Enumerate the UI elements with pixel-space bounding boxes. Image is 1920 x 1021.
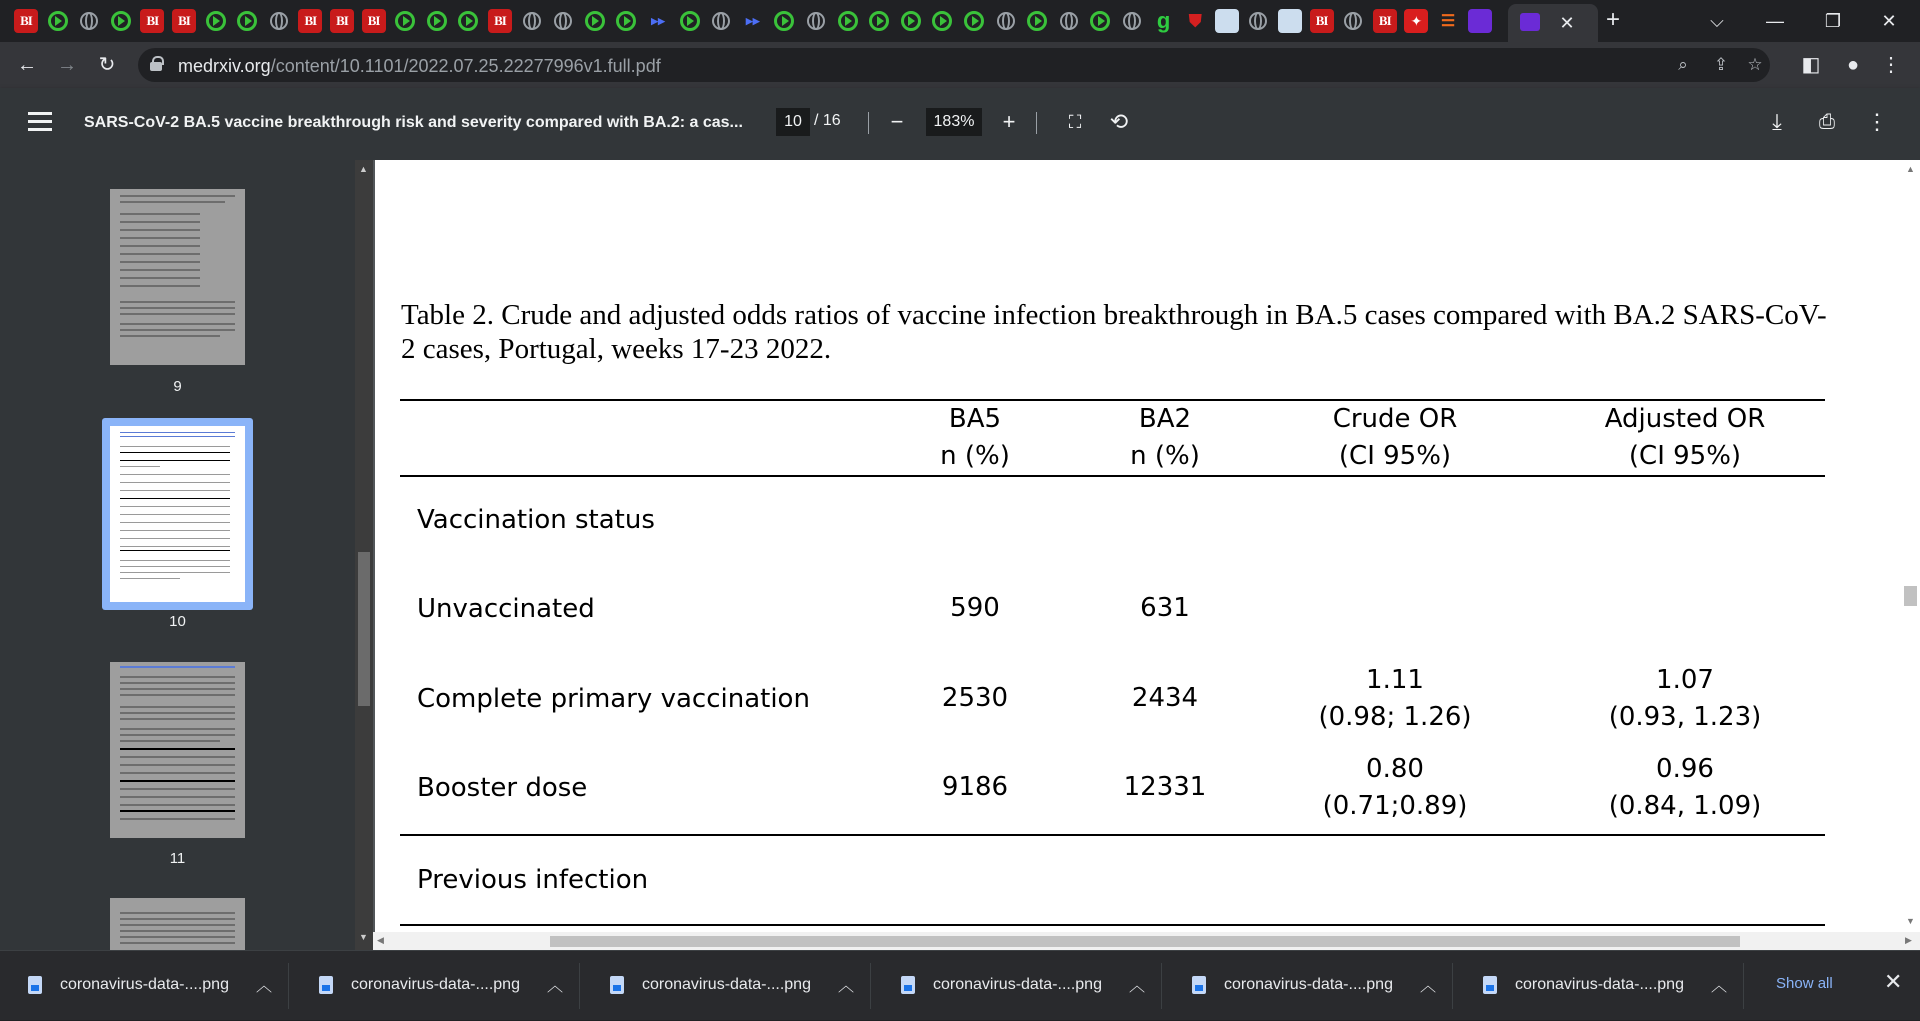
header-ba2-line1: BA2 [1138,404,1192,434]
url-path: /content/10.1101/2022.07.25.22277996v1.full.pdf [270,56,661,76]
globe-tab-icon[interactable] [1341,9,1365,33]
cell-adjusted-complete-primary [1555,662,1815,736]
download-divider [288,963,289,1009]
more-actions-icon[interactable]: ⋮ [1866,109,1888,134]
zoom-out-icon[interactable]: − [890,109,904,134]
header-ba5 [895,401,1055,475]
url-host: medrxiv.org [178,56,271,76]
play-tab-icon[interactable] [425,9,449,33]
play-tab-icon[interactable] [899,9,923,33]
image-file-icon [28,976,42,994]
download-divider [870,963,871,1009]
play-tab-icon[interactable] [678,9,702,33]
chevron-up-icon[interactable]: ︿ [256,978,273,995]
play-tab-icon[interactable] [456,9,480,33]
image-file-icon [1192,976,1206,994]
crude-or-ci: (0.71;0.89) [1322,791,1468,821]
download-filename: coronavirus-data-....png [351,976,520,993]
header-ba5-line1: BA5 [948,404,1002,434]
header-adjusted-or [1555,401,1815,475]
play-tab-icon[interactable] [836,9,860,33]
image-file-icon [610,976,624,994]
header-crude-line2: (CI 95%) [1338,441,1452,471]
globe-tab-icon[interactable] [1057,9,1081,33]
download-item[interactable] [1455,951,1745,1021]
sidebar-toggle-icon[interactable] [28,112,52,132]
download-divider [579,963,580,1009]
zoom-icon[interactable]: ⌕ [1678,55,1688,74]
row-label-booster-dose: Booster dose [417,773,588,803]
table-caption: Table 2. Crude and adjusted odds ratios of vaccine infection breakthrough in BA.5 cases compared with BA.2 SARS-CoV-2 cases, Portugal, weeks 17-23 2022. [401,299,1827,365]
download-item[interactable] [582,951,872,1021]
download-filename: coronavirus-data-....png [60,976,229,993]
globe-tab-icon[interactable] [77,9,101,33]
bi-tab-icon[interactable]: BI [298,9,322,33]
download-filename: coronavirus-data-....png [933,976,1102,993]
shield-tab-icon[interactable]: ⛊ [1188,10,1202,31]
crude-or-value: 1.11 [1366,665,1424,695]
play-tab-icon[interactable] [583,9,607,33]
browser-menu-icon[interactable]: ⋮ [1881,54,1901,76]
play-tab-icon[interactable] [204,9,228,33]
cell-ba5-unvaccinated: 590 [950,593,1000,623]
mail-tab-icon[interactable] [1468,9,1492,33]
side-panel-icon[interactable]: ◧ [1801,54,1821,76]
fit-page-icon[interactable]: ⛶ [1068,112,1082,132]
thumbnail-label: 11 [169,850,186,867]
row-label-unvaccinated: Unvaccinated [417,594,595,624]
close-download-shelf-icon[interactable]: ✕ [1884,969,1903,994]
zoom-level-input[interactable]: 183% [926,108,982,136]
bi-tab-icon[interactable]: BI [330,9,354,33]
print-icon[interactable]: ⎙ [1819,111,1835,133]
address-bar-row [0,42,1920,88]
arrow-tab-icon[interactable]: ▶▶ [745,15,760,26]
chevron-up-icon[interactable]: ︿ [838,978,855,995]
grid-tab-icon[interactable] [1215,9,1239,33]
show-all-downloads-link[interactable]: Show all [1776,975,1833,992]
header-adjusted-line1: Adjusted OR [1604,404,1766,434]
pdf-viewer[interactable] [355,160,1920,950]
bi-tab-icon[interactable]: BI [488,9,512,33]
crude-or-value: 0.80 [1366,754,1424,784]
globe-tab-icon[interactable] [1120,9,1144,33]
thumbnail-label: 9 [173,378,182,395]
page-number-input[interactable]: 10 [776,108,810,136]
globe-tab-icon[interactable] [551,9,575,33]
reload-icon[interactable]: ↻ [98,54,116,76]
globe-tab-icon[interactable] [1246,9,1270,33]
globe-tab-icon[interactable] [994,9,1018,33]
bi-tab-icon[interactable]: BI [1373,9,1397,33]
header-ba5-line2: n (%) [940,441,1010,471]
omnibox[interactable] [138,48,1770,82]
play-tab-icon[interactable] [393,9,417,33]
adjusted-or-ci: (0.93, 1.23) [1608,702,1762,732]
bi-tab-icon[interactable]: BI [140,9,164,33]
grid-tab-icon[interactable] [1278,9,1302,33]
download-filename: coronavirus-data-....png [1224,976,1393,993]
page-total: / 16 [814,112,841,129]
chevron-up-icon[interactable]: ︿ [1129,978,1146,995]
page-thumbnail-9[interactable] [110,189,245,365]
toolbar-divider [1036,112,1037,134]
play-tab-icon[interactable] [109,9,133,33]
play-tab-icon[interactable] [962,9,986,33]
mail-favicon [1520,13,1540,31]
page-thumbnail-11[interactable] [110,662,245,838]
header-crude-or [1275,401,1515,475]
lock-icon [150,56,162,71]
page-horizontal-scrollbar[interactable]: ◀ ▶ [373,932,1920,950]
globe-tab-icon[interactable] [520,9,544,33]
g-tab-icon[interactable]: g [1156,8,1171,33]
thumbnail-sidebar [0,160,355,950]
crude-or-ci: (0.98; 1.26) [1318,702,1472,732]
arrow-tab-icon[interactable]: ▶▶ [651,15,665,26]
image-file-icon [319,976,333,994]
bookmark-star-icon[interactable]: ☆ [1747,55,1763,74]
play-tab-icon[interactable] [867,9,891,33]
cell-ba2-booster: 12331 [1123,772,1207,802]
page-thumbnail-12[interactable] [110,898,245,950]
adjusted-or-ci: (0.84, 1.09) [1608,791,1762,821]
bi-tab-icon[interactable]: BI [14,9,38,33]
header-adjusted-line2: (CI 95%) [1628,441,1742,471]
page-vertical-scrollbar[interactable]: ▲ ▼ [1900,160,1920,932]
download-shelf [0,950,1920,1020]
download-item[interactable] [291,951,581,1021]
play-tab-icon[interactable] [46,9,70,33]
play-tab-icon[interactable] [772,9,796,33]
pdf-page [375,160,1900,932]
cell-ba5-booster: 9186 [941,772,1009,802]
tab-search-icon[interactable]: ⌵ [1710,11,1724,31]
adjusted-or-value: 0.96 [1656,754,1714,784]
image-file-icon [1483,976,1497,994]
cell-ba2-unvaccinated: 631 [1140,593,1190,623]
download-filename: coronavirus-data-....png [1515,976,1684,993]
back-icon[interactable]: ← [17,54,37,76]
table-bottom-rule [400,924,1825,926]
play-tab-icon[interactable] [614,9,638,33]
download-divider [1452,963,1453,1009]
play-tab-icon[interactable] [235,9,259,33]
play-tab-icon[interactable] [1088,9,1112,33]
close-tab-icon[interactable]: ✕ [1559,13,1575,33]
cell-crude-booster [1275,751,1515,825]
globe-tab-icon[interactable] [709,9,733,33]
header-crude-line1: Crude OR [1332,404,1458,434]
section-vaccination-status: Vaccination status [417,505,655,535]
page-thumbnail-10[interactable] [110,426,245,602]
download-item[interactable] [873,951,1163,1021]
section-previous-infection: Previous infection [417,865,649,895]
play-tab-icon[interactable] [930,9,954,33]
header-bottom-rule [400,475,1825,477]
adjusted-or-value: 1.07 [1656,665,1714,695]
chevron-up-icon[interactable]: ︿ [1711,978,1728,995]
cell-ba2-complete-primary: 2434 [1131,683,1199,713]
play-tab-icon[interactable] [1025,9,1049,33]
document-title: SARS-CoV-2 BA.5 vaccine breakthrough risk and severity compared with BA.2: a cas... [84,114,743,131]
row-label-complete-primary: Complete primary vaccination [417,684,810,714]
download-divider [1743,963,1744,1009]
download-item[interactable] [1164,951,1454,1021]
header-ba2 [1085,401,1245,475]
close-window-icon[interactable]: ✕ [1881,11,1897,31]
rotate-icon[interactable]: ⟲ [1109,109,1129,134]
restore-icon[interactable]: ❐ [1824,11,1842,31]
download-item[interactable] [0,951,290,1021]
cell-crude-complete-primary [1275,662,1515,736]
new-tab-button[interactable]: + [1605,6,1620,33]
globe-tab-icon[interactable] [804,9,828,33]
chevron-up-icon[interactable]: ︿ [547,978,564,995]
tab-strip [0,0,1920,42]
url-text[interactable] [178,56,661,77]
flame-tab-icon[interactable]: ✦ [1404,9,1428,33]
download-filename: coronavirus-data-....png [642,976,811,993]
thumbnail-label: 10 [169,613,186,630]
active-tab[interactable] [1508,4,1598,42]
share-icon[interactable]: ⇪ [1713,55,1729,74]
download-icon[interactable]: ⤓ [1772,109,1782,134]
image-file-icon [901,976,915,994]
minimize-icon[interactable]: — [1766,11,1784,31]
bi-tab-icon[interactable]: BI [172,9,196,33]
profile-icon[interactable]: ● [1846,54,1860,76]
download-divider [1161,963,1162,1009]
header-ba2-line2: n (%) [1130,441,1200,471]
forward-icon[interactable]: → [57,54,77,76]
bi-tab-icon[interactable]: BI [362,9,386,33]
pdf-toolbar [0,88,1920,160]
cell-adjusted-booster [1555,751,1815,825]
section-divider-rule [400,834,1825,836]
chevron-up-icon[interactable]: ︿ [1420,978,1437,995]
cell-ba5-complete-primary: 2530 [941,683,1009,713]
toolbar-divider [868,112,869,134]
bi-tab-icon[interactable]: BI [1310,9,1334,33]
bars-tab-icon[interactable]: ☰ [1440,13,1456,30]
globe-tab-icon[interactable] [267,9,291,33]
sidebar-scrollbar[interactable]: ▲ ▼ [355,160,373,950]
zoom-in-icon[interactable]: + [1002,109,1016,134]
